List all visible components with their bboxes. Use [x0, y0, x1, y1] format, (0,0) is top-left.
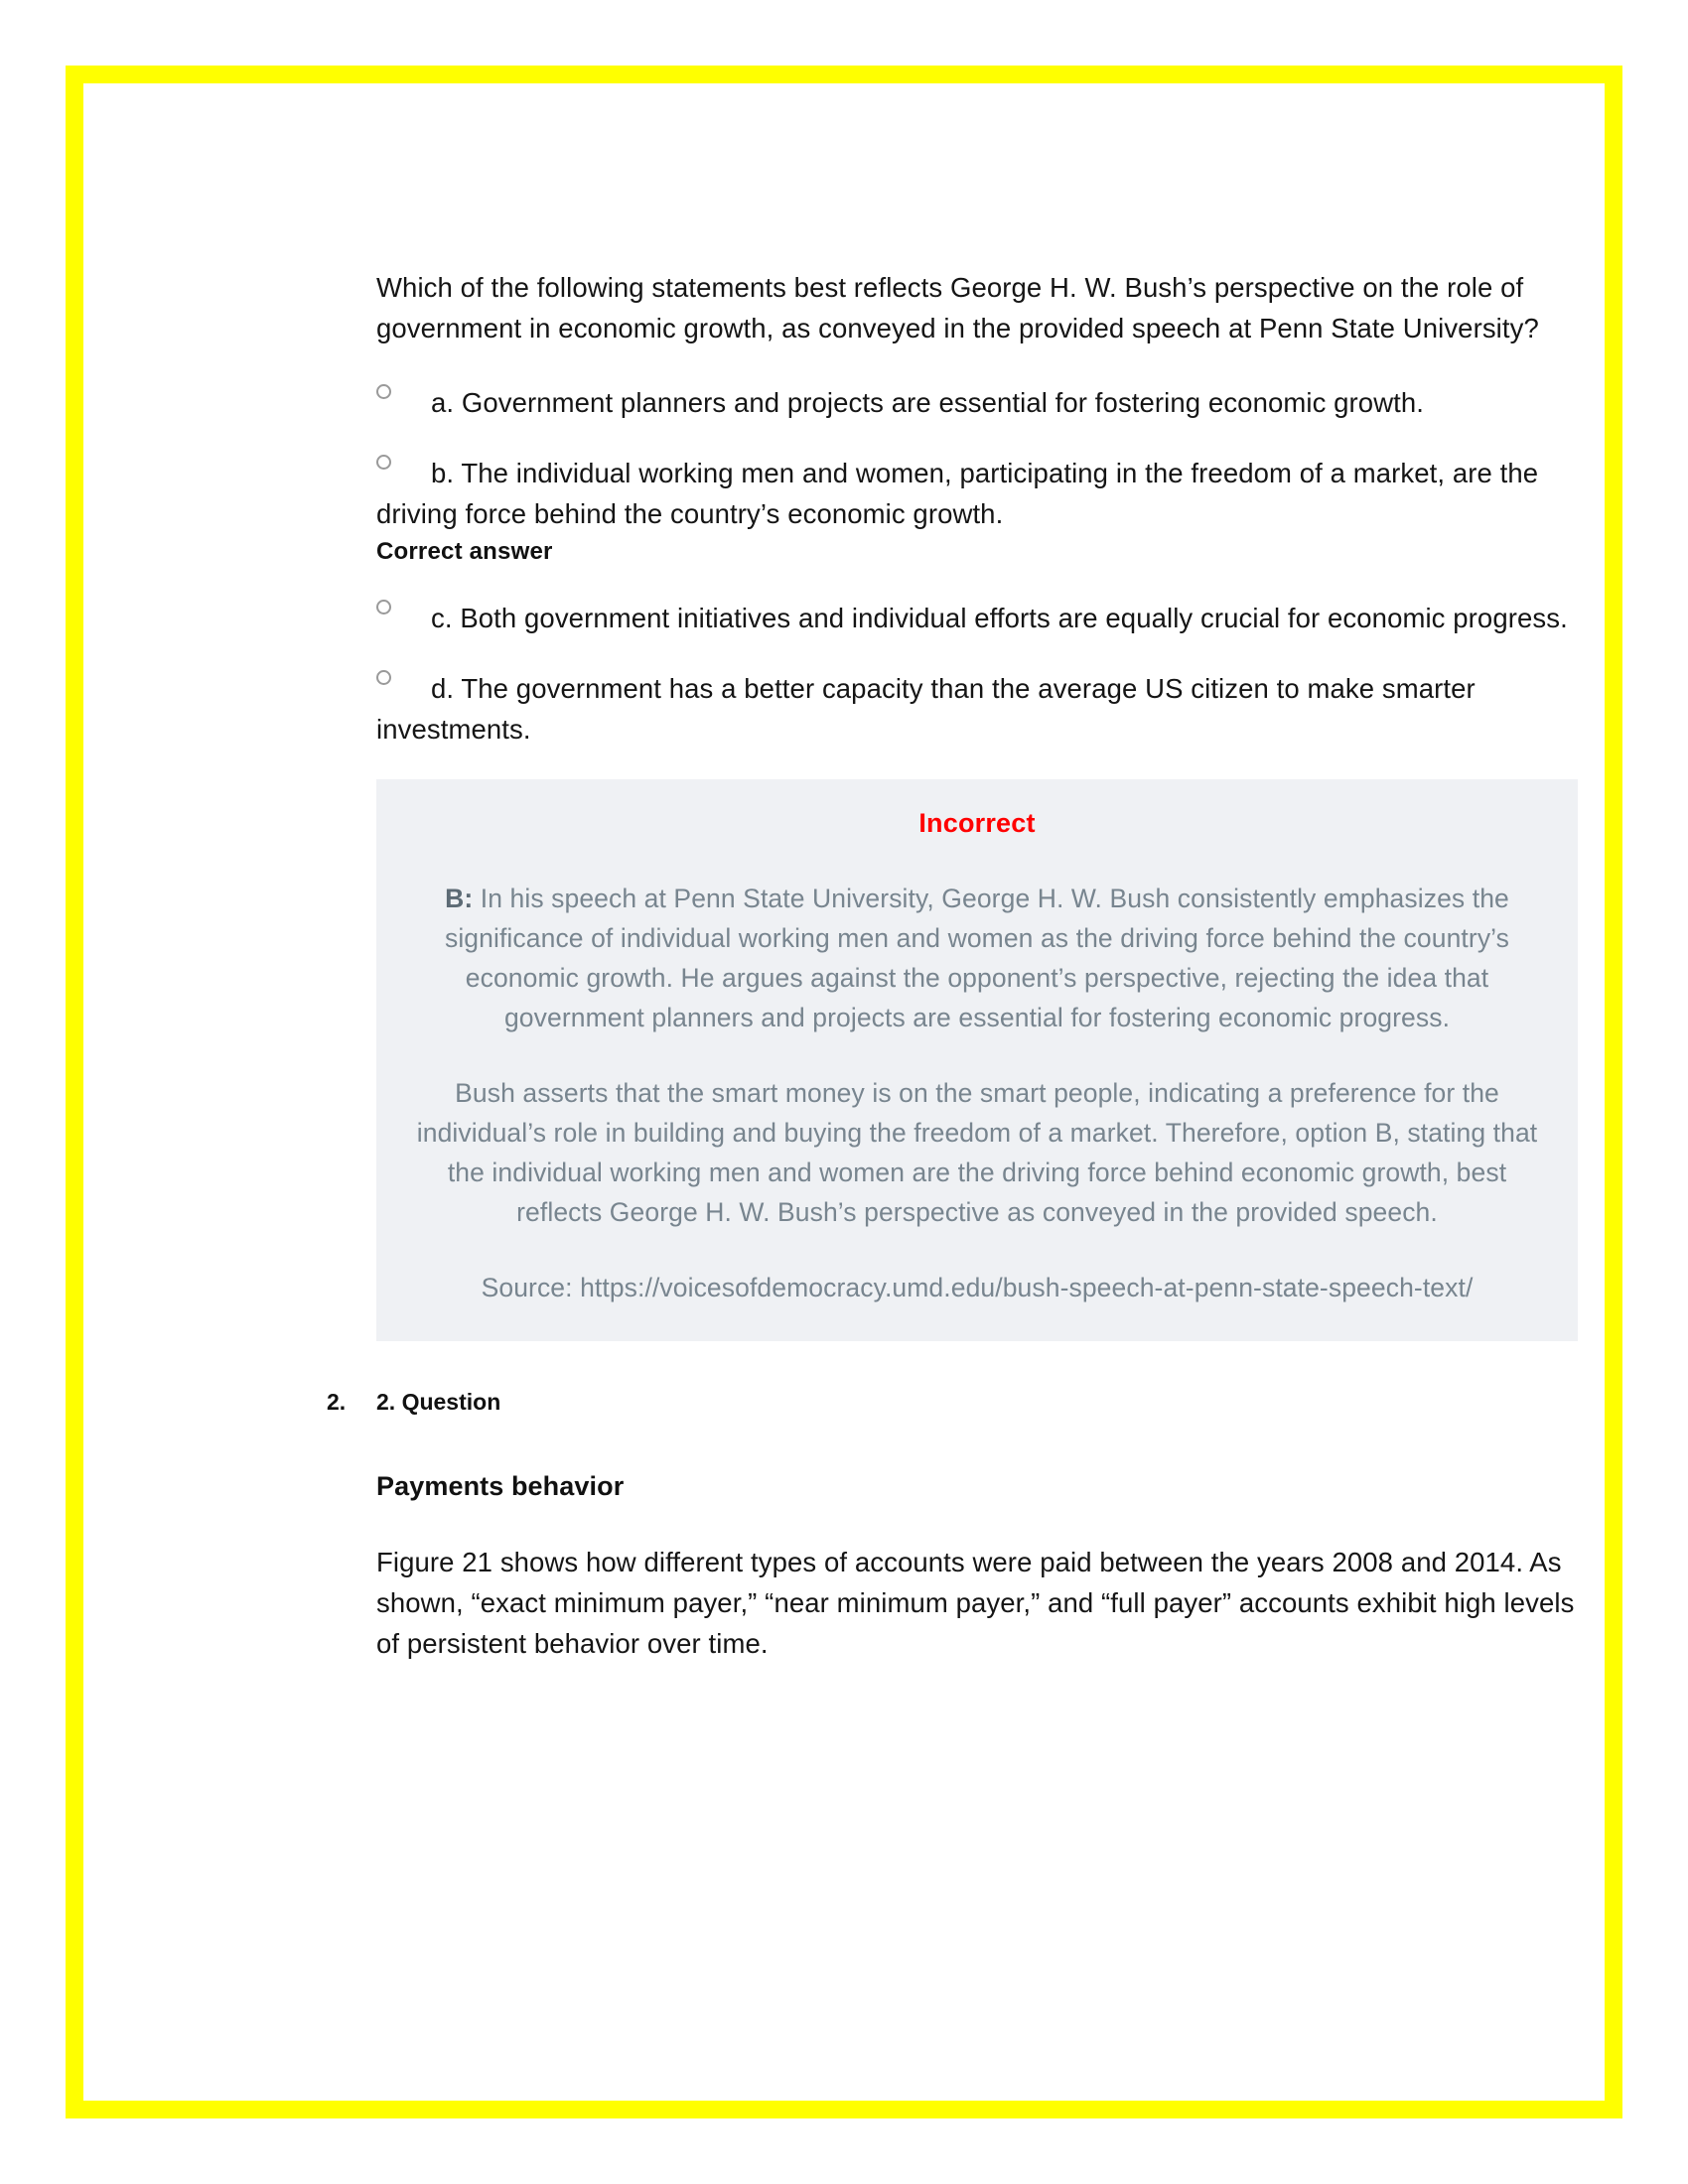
radio-button-icon-a[interactable]	[376, 384, 391, 399]
feedback-paragraph-1-text: In his speech at Penn State University, George H. W. Bush consistently emphasizes the significance of individual working men and women as the driving force behind the country’s economic growth. He argues against the opponent’s perspective, rejecting the idea that government planners and projects are essential for fostering economic progress.	[444, 884, 1510, 1032]
question-2-list-marker: 2.	[327, 1389, 347, 1415]
answer-option-a-label: a. Government planners and projects are essential for fostering economic growth.	[431, 387, 1425, 418]
answer-option-b-label: b. The individual working men and women, participating in the freedom of a market, are the driving force behind the country’s economic growth.	[376, 458, 1539, 529]
radio-button-icon-d[interactable]	[376, 670, 391, 685]
feedback-status-badge: Incorrect	[918, 808, 1036, 838]
answer-option-c-label: c. Both government initiatives and individual efforts are equally crucial for economic progress.	[431, 603, 1568, 633]
page-border-frame	[66, 66, 1622, 2118]
answer-option-b[interactable]	[376, 453, 1578, 568]
answer-option-d-label: d. The government has a better capacity than the average US citizen to make smarter investments.	[376, 673, 1476, 745]
question-2-block	[327, 1387, 1578, 1664]
answer-option-a[interactable]	[376, 382, 1578, 423]
feedback-lead-label: B:	[445, 884, 474, 913]
correct-answer-note: Correct answer	[376, 538, 553, 565]
answer-option-c[interactable]	[376, 598, 1578, 638]
radio-button-icon-c[interactable]	[376, 600, 391, 614]
radio-button-icon-b[interactable]	[376, 455, 391, 470]
question-2-heading: 2. Question	[376, 1389, 501, 1415]
answer-feedback-panel	[376, 779, 1578, 1341]
document-content	[327, 267, 1578, 1664]
feedback-paragraph-1	[414, 879, 1540, 1037]
question-prompt: Which of the following statements best reflects George H. W. Bush’s perspective on the role of government in economic growth, as conveyed in the provided speech at Penn State University?	[376, 272, 1539, 343]
feedback-paragraph-2: Bush asserts that the smart money is on the smart people, indicating a preference for the individual’s role in building and buying the freedom of a market. Therefore, option B, stating that the individual working men and women are the driving force behind economic growth, best reflects George H. W. Bush’s perspective as conveyed in the provided speech.	[416, 1078, 1538, 1227]
question-2-subheading: Payments behavior	[376, 1471, 625, 1501]
feedback-source-line: Source: https://voicesofdemocracy.umd.edu/bush-speech-at-penn-state-speech-text/	[481, 1273, 1474, 1302]
question-2-list-row	[327, 1387, 1578, 1417]
answer-option-d[interactable]	[376, 668, 1578, 750]
question-2-body-text: Figure 21 shows how different types of accounts were paid between the years 2008 and 2014. As shown, “exact minimum payer,” “near minimum payer,” and “full payer” accounts exhibit high levels of persistent behavior over time.	[376, 1547, 1575, 1659]
